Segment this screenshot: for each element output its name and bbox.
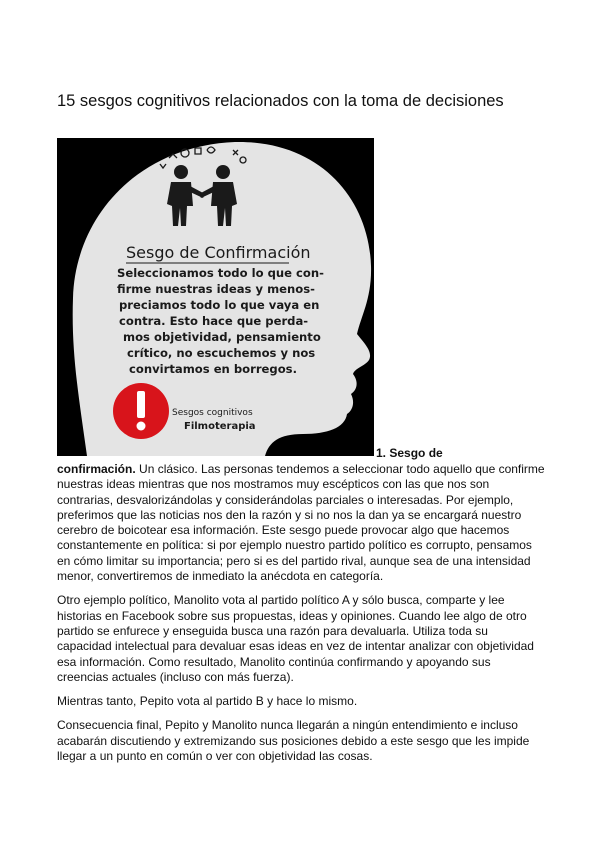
brand-subtitle: Sesgos cognitivos	[172, 408, 253, 418]
section-heading-start: 1. Sesgo de	[376, 446, 443, 460]
paragraph-2: Otro ejemplo político, Manolito vota al partido político A y sólo busca, comparte y lee historias en Facebook sobre sus propuestas, ideas y opiniones. Cuando lee algo de otro partido se enfurece y enseguida busca una razón para devaluarla. Utiliza toda su capacidad intelectual para devaluar esas ideas en vez de intentar analizar con objetividad esa información. Como resultado, Manolito continúa confirmando y apoyando sus creencias actuales (incluso con más fuerza).	[57, 593, 534, 684]
confirmation-bias-illustration	[57, 138, 374, 456]
paragraph-4: Consecuencia final, Pepito y Manolito nunca llegarán a ningún entendimiento e incluso acabarán discutiendo y extremizando sus posiciones debido a este sesgo que les impide llegar a un punto en común o ver con objetividad las cosas.	[57, 718, 530, 764]
page-title: 15 sesgos cognitivos relacionados con la toma de decisiones	[57, 92, 504, 110]
paragraph-3: Mientras tanto, Pepito vota al partido B y hace lo mismo.	[57, 694, 358, 709]
paragraph-1-text: Un clásico. Las personas tendemos a seleccionar todo aquello que confirme nuestras ideas mientras que nos mostramos muy escépticos con las que nos son contrarias, desvalorizándolas y considerándolas parciales o interesadas. Por ejemplo, preferimos que las noticias nos den la razón y si no nos la dan ya se encargará nuestro cerebro de boicotear esa información. Este sesgo puede provocar algo que hacemos constantemente en política: si por ejemplo nuestro partido político es corrupto, pensamos en cómo limitar su importancia; pero si es del partido rival, aunque sea de una intensidad menor, convertiremos de inmediato la anécdota en categoría.	[57, 462, 545, 584]
figure-line-3: preciamos todo lo que vaya en	[119, 298, 320, 312]
figure-line-2: firme nuestras ideas y menos-	[117, 282, 315, 296]
article-body	[57, 462, 545, 773]
figure-line-1: Seleccionamos todo lo que con-	[117, 266, 324, 280]
figure-line-7: convirtamos en borregos.	[129, 362, 297, 376]
figure-line-4: contra. Esto hace que perda-	[119, 314, 309, 328]
paragraph-1	[57, 462, 545, 584]
section-heading-end: confirmación.	[57, 462, 136, 476]
figure-heading: Sesgo de Confirmación	[126, 243, 311, 262]
head-silhouette-graphic	[57, 138, 374, 456]
figure-line-5: mos objetividad, pensamiento	[123, 330, 321, 344]
brand-name: Filmoterapia	[184, 421, 256, 432]
figure-line-6: crítico, no escuchemos y nos	[127, 346, 316, 360]
